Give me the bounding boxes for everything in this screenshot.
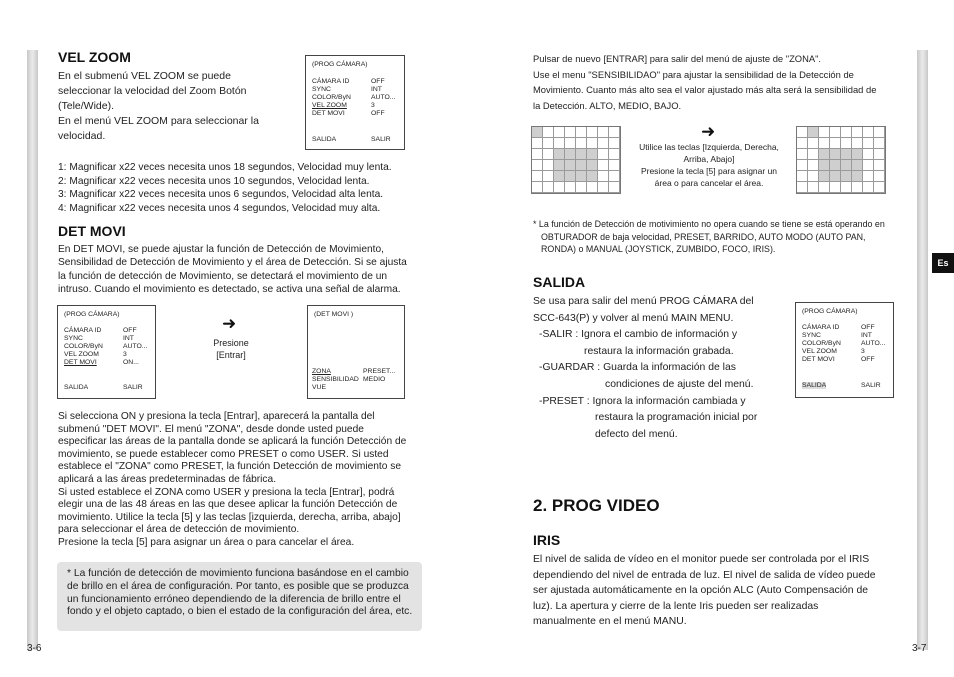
zone-cell (841, 149, 852, 160)
det-movi-note: * La función de detección de movimiento funciona basándose en el cambio de brillo en el área de configuración. Por tanto, es posible que se produzca un funcionamiento erróneo dependiendo de la diferencia de brillo entre el fondo y el objeto captado, o bien el estado de la configuración del área, etc. (57, 562, 422, 631)
zone-grid-after (796, 126, 886, 194)
zone-cell (565, 138, 576, 149)
zone-cell (554, 127, 565, 138)
vel-zoom-menu-screen: (PROG CÁMARA) CÁMARA ID OFF SYNC INT COLOR/ByN AUTO... VEL ZOOM 3 DET MOVI OFF SALIDA SALIR (305, 55, 405, 150)
zone-cell (587, 127, 598, 138)
right-margin-bar (917, 50, 928, 650)
zone-cell (874, 127, 885, 138)
det-movi-intro: En DET MOVI, se puede ajustar la función de Detección de Movimiento, Sensibilidad de Detección de Movimiento y el área de Detección. Si se ajusta la función de detección de Movimiento, se detectará el movimiento de un intruso. Cuando el movimiento es detectado, se activa una señal de alarma. (58, 244, 407, 295)
zone-cell (576, 138, 587, 149)
zone-cell (565, 160, 576, 171)
iris-text: El nivel de salida de vídeo en el monitor puede ser controlada por el IRIS dependiendo del nivel de entrada de luz. El nivel de salida de vídeo puede ser ajustada automáticamente en la opción ALC (Auto Compensación de luz). La apertura y cierre de la lente Iris pueden ser realizadas manualmente en el menú MANU. (533, 554, 876, 627)
zone-cell (797, 171, 808, 182)
det-movi-body: Si selecciona ON y presiona la tecla [Entrar], aparecerá la pantalla del submenú "DET MOVI". El menú "ZONA", desde donde usted puede especificar las áreas de la pantalla donde se aplicará la función Detección de movimiento, se puede establecer como PRESET o como USER. Si usted establece el "ZONA" como PRESET, la función Detección de movimiento se aplicará a las áreas predeterminadas de fábrica. Si usted establece el ZONA como USER y presiona la tecla [Entrar], podrá elegir una de las 48 áreas en las que desee aplicar la función Detección de movimiento. Utilice la tecla [5] y las teclas [izquierda, derecha, arriba, abajo] para seleccionar el área de detección de movimiento. Presione la tecla [5] para asignar un área o para cancelar el área. (58, 411, 407, 548)
zone-cell (543, 182, 554, 193)
zone-cell (808, 127, 819, 138)
zone-cell (609, 149, 620, 160)
zone-cell (819, 160, 830, 171)
salida-menu-screen: (PROG CÁMARA) CÁMARA ID OFF SYNC INT COLOR/ByN AUTO... VEL ZOOM 3 DET MOVI OFF SALIDA SALIR (795, 302, 894, 398)
zone-cell (554, 160, 565, 171)
left-margin-bar (27, 50, 38, 650)
zone-cell (874, 171, 885, 182)
zone-cell (841, 127, 852, 138)
zone-cell (598, 182, 609, 193)
language-tab: Es (932, 253, 954, 273)
vel-zoom-speed-list: 1: Magnificar x22 veces necesita unos 18 segundos, Velocidad muy lenta. 2: Magnificar x22 veces necesita unos 10 segundos, Velocidad lenta. 3: Magnificar x22 veces necesita unos 6 segundos, Velocidad alta lenta. 4: Magnificar x22 veces necesita unos 4 segundos, Velocidad muy alta. (58, 162, 392, 214)
zone-cell (819, 149, 830, 160)
zone-cell (874, 149, 885, 160)
zone-cell (863, 171, 874, 182)
zone-cell (863, 160, 874, 171)
vel-zoom-heading: VEL ZOOM (58, 49, 131, 65)
zone-cell (576, 182, 587, 193)
zone-cell (852, 182, 863, 193)
zone-cell (554, 149, 565, 160)
zone-cell (841, 160, 852, 171)
iris-heading: IRIS (533, 532, 561, 548)
zone-cell (874, 182, 885, 193)
zone-cell (852, 171, 863, 182)
zone-cell (598, 127, 609, 138)
right-arrow-icon: ➜ (222, 314, 237, 333)
zone-cell (808, 182, 819, 193)
zone-cell (808, 149, 819, 160)
zone-cell (576, 127, 587, 138)
zone-cell (819, 127, 830, 138)
press-enter-label: Presione [Entrar] (213, 338, 249, 360)
zone-cell (587, 182, 598, 193)
zone-cell (609, 182, 620, 193)
zone-cell (863, 138, 874, 149)
zone-cell (554, 171, 565, 182)
det-movi-submenu-screen: (DET MOVI ) ZONA PRESET... SENSIBILIDAD MEDIO VUE (307, 305, 405, 399)
zone-cell (874, 138, 885, 149)
zone-cell (532, 160, 543, 171)
zone-cell (598, 160, 609, 171)
page-number-left: 3-6 (27, 643, 42, 654)
zone-cell (797, 138, 808, 149)
salida-heading: SALIDA (533, 274, 586, 290)
zone-cell (554, 138, 565, 149)
zone-cell (587, 171, 598, 182)
zone-cell (576, 149, 587, 160)
zone-cell (565, 127, 576, 138)
zone-cell (598, 171, 609, 182)
zone-grid-caption: Utilice las teclas [Izquierda, Derecha, Arriba, Abajo] Presione la tecla [5] para asignar un área o para cancelar el área. (639, 142, 779, 188)
zone-cell (797, 182, 808, 193)
zone-cell (863, 149, 874, 160)
zone-cell (532, 171, 543, 182)
zone-cell (543, 149, 554, 160)
zone-cell (576, 171, 587, 182)
zone-cell (532, 138, 543, 149)
zone-cell (830, 127, 841, 138)
zone-cell (543, 127, 554, 138)
zone-cell (587, 149, 598, 160)
zone-grid-before (531, 126, 621, 194)
zone-cell (841, 182, 852, 193)
zone-cell (532, 127, 543, 138)
zone-cell (808, 171, 819, 182)
zone-cell (830, 160, 841, 171)
zone-cell (841, 138, 852, 149)
zone-cell (819, 171, 830, 182)
zone-cell (874, 160, 885, 171)
zone-cell (543, 138, 554, 149)
zone-cell (841, 171, 852, 182)
det-movi-menu-screen: (PROG CÁMARA) CÁMARA ID OFF SYNC INT COLOR/ByN AUTO... VEL ZOOM 3 DET MOVI ON... SALIDA SALIR (57, 305, 156, 399)
zone-cell (532, 182, 543, 193)
zone-cell (598, 149, 609, 160)
zone-cell (819, 138, 830, 149)
zone-cell (565, 149, 576, 160)
vel-zoom-text: En el submenú VEL ZOOM se puede seleccionar la velocidad del Zoom Botón (Tele/Wide). En el menú VEL ZOOM para seleccionar la velocidad. (58, 70, 259, 142)
zone-cell (609, 138, 620, 149)
zone-cell (543, 160, 554, 171)
prog-video-heading: 2. PROG VIDEO (533, 496, 660, 515)
zone-cell (543, 171, 554, 182)
zone-cell (532, 149, 543, 160)
zone-cell (609, 171, 620, 182)
det-movi-heading: DET MOVI (58, 223, 126, 239)
zone-cell (830, 171, 841, 182)
zone-cell (797, 127, 808, 138)
right-arrow-icon: ➜ (701, 122, 716, 141)
zone-cell (609, 127, 620, 138)
motion-footnote: * La función de Detección de motivimiento no opera cuando se tiene se está operando en OBTURADOR de baja velocidad, PRESET, BARRIDO, AUTO MODO (AUTO PAN, RONDA) o MANUAL (JOYSTICK, ZUMBIDO, FOCO, IRIS). (533, 219, 885, 254)
zone-cell (852, 160, 863, 171)
zone-cell (565, 182, 576, 193)
zone-cell (852, 149, 863, 160)
zone-cell (609, 160, 620, 171)
zone-cell (830, 138, 841, 149)
zone-cell (863, 127, 874, 138)
page-number-right: 3-7 (912, 643, 927, 654)
salida-text: Se usa para salir del menú PROG CÁMARA del SCC-643(P) y volver al menú MAIN MENU. -SALIR : Ignora el cambio de información y restaura la información grabada. -GUARDAR : Guarda la información de las condiciones de ajuste del menú. -PRESET : Ignora la información cambiada y restaura la programación inicial por defecto del menú. (533, 296, 758, 440)
zone-cell (587, 160, 598, 171)
zone-cell (808, 138, 819, 149)
zone-cell (863, 182, 874, 193)
zone-cell (830, 149, 841, 160)
zone-cell (852, 138, 863, 149)
zone-cell (598, 138, 609, 149)
zone-cell (576, 160, 587, 171)
zone-cell (565, 171, 576, 182)
zone-cell (808, 160, 819, 171)
zone-cell (587, 138, 598, 149)
zone-cell (819, 182, 830, 193)
zona-intro-text: Pulsar de nuevo [ENTRAR] para salir del menú de ajuste de "ZONA". Use el menu "SENSIBILIDAO" para ajustar la sensibilidad de la Detección de Movimiento. Cuanto más alto sea el valor ajustado más alta será la sensibilidad de la Detección. ALTO, MEDIO, BAJO. (533, 53, 877, 111)
zone-cell (554, 182, 565, 193)
zone-cell (797, 149, 808, 160)
zone-cell (852, 127, 863, 138)
zone-cell (830, 182, 841, 193)
zone-cell (797, 160, 808, 171)
